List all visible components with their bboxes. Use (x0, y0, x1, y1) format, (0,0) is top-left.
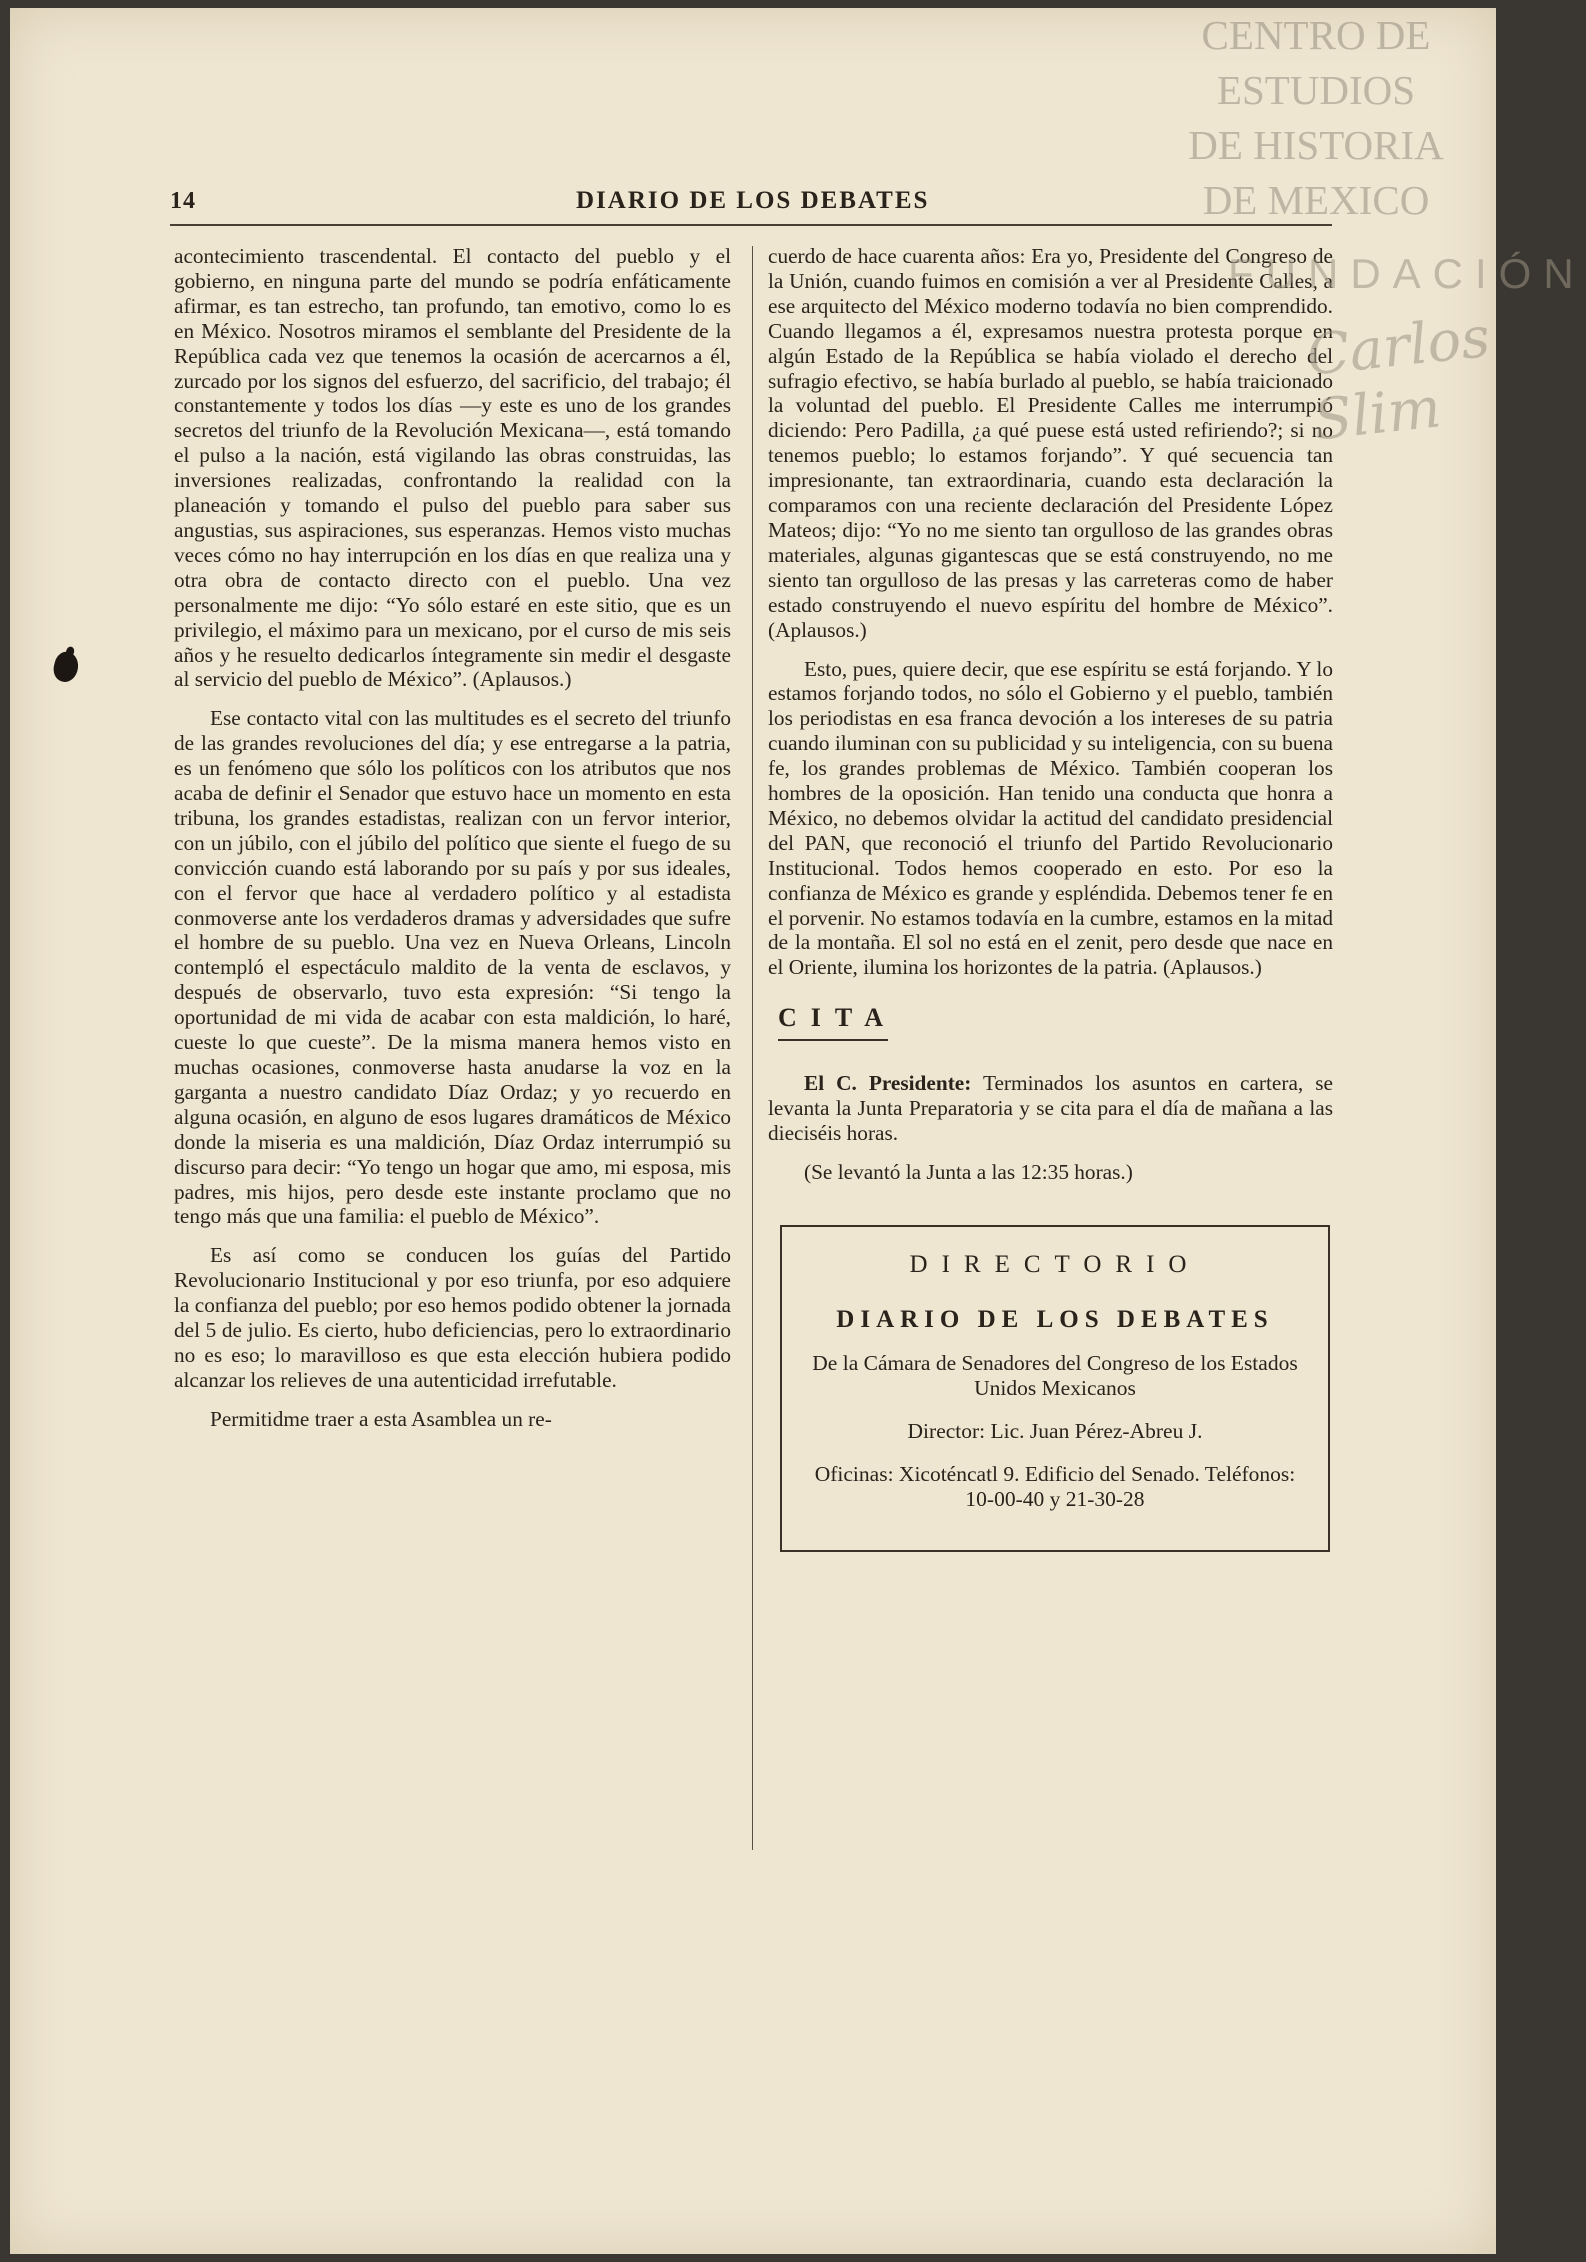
publication-subtitle: De la Cámara de Senadores del Congreso de los Estados Unidos Mexicanos (812, 1350, 1298, 1400)
left-column (174, 244, 731, 1446)
speech-text: Terminados los asuntos en cartera, se levanta la Junta Preparatoria y se cita para el día de mañana a las dieciséis horas. (768, 1071, 1333, 1145)
offices-line: Oficinas: Xicoténcatl 9. Edificio del Senado. Teléfonos: 10-00-40 y 21-30-28 (814, 1461, 1296, 1511)
watermark-line: CENTRO DE (1201, 12, 1431, 58)
left-paragraph: acontecimiento trascendental. El contacto del pueblo y el gobierno, en ninguna parte del mundo se podría enfáticamente afirmar, es tan estrecho, tan profundo, tan emotivo, como lo es en México. Nosotros miramos el semblante del Presidente de la República cada vez que tenemos la ocasión de acercarnos a él, zurcado por los signos del esfuerzo, del sacrificio, del trabajo; él constantemente y todos los días —y este es uno de los grandes secretos del triunfo de la Revolución Mexicana—, está tomando el pulso a la nación, está vigilando las obras construidas, las inversiones realizadas, confrontando la realidad con la planeación y tomando el pulso del pueblo para saber sus angustias, sus aspiraciones, sus esperanzas. Hemos visto muchas veces cómo no hay interrupción en los días en que realiza una y otra obra de contacto directo con el pueblo. Una vez personalmente me dijo: “Yo sólo estaré en este sitio, que es un privilegio, el máximo para un mexicano, por el curso de mis seis años y he resuelto dedicarlos íntegramente sin medir el desgaste al servicio del pueblo de México”. (Aplausos.) (174, 244, 731, 692)
right-paragraph: cuerdo de hace cuarenta años: Era yo, Presidente del Congreso de la Unión, cuando fuimos en comisión a ver al Presidente Calles, a ese arquitecto del México moderno todavía no bien comprendido. Cuando llegamos a él, expresamos nuestra protesta porque en algún Estado de la República se había violado el derecho del sufragio efectivo, se había burlado al pueblo, se había traicionado la voluntad del pueblo. El Presidente Calles me interrumpió diciendo: Pero Padilla, ¿a qué puese está usted refiriendo?; si no tenemos pueblo; lo estamos forjando”. Y qué secuencia tan impresionante, tan extraordinaria, cuando esta declaración la comparamos con una reciente declaración del Presidente López Mateos; dijo: “Yo no me siento tan orgulloso de las grandes obras materiales, algunas gigantescas que se está construyendo, no me siento tan orgulloso de las presas y las carreteras como de haber estado construyendo el nuevo espíritu del hombre de México”. (Aplausos.) (768, 244, 1333, 642)
director-line: Director: Lic. Juan Pérez-Abreu J. (907, 1418, 1203, 1443)
running-head: DIARIO DE LOS DEBATES (576, 187, 930, 214)
section-rule (778, 1039, 888, 1041)
left-paragraph: Ese contacto vital con las multitudes es el secreto del triunfo de las grandes revoluciones del día; y ese entregarse a la patria, es un fenómeno que sólo los políticos con los atributos que nos acaba de definir el Senador que estuvo hace un momento en esta tribuna, los grandes estadistas, realizan con un fervor interior, con un júbilo, con el júbilo del político que siente el fuego de su convicción cuando está laborando por su país y por sus ideales, con el fervor que hace al verdadero político y al estadista conmoverse ante los verdaderos dramas y adversidades que sufre el hombre de su pueblo. Una vez en Nueva Orleans, Lincoln contempló el espectáculo maldito de la venta de esclavos, y después de observarlo, tuvo esta expresión: “Si tengo la oportunidad de mi vida de acabar con esta maldición, lo haré, cueste lo que cueste”. De la misma manera hemos visto en muchas ocasiones, conmoverse hasta anudarse la voz en la garganta a nuestro candidato Díaz Ordaz; y yo recuerdo en alguna ocasión, en alguno de esos lugares dramáticos de México donde la miseria es una maldición, Díaz Ordaz interrumpió su discurso para decir: “Yo tengo un hogar que amo, mi esposa, mis padres, mis hijos, pero desde este instante proclamo que no tengo más que una familia: el pueblo de México”. (174, 706, 731, 1229)
right-paragraph: Esto, pues, quiere decir, que ese espíritu se está forjando. Y lo estamos forjando todos, no sólo el Gobierno y el pueblo, también los periodistas en esa franca devoción a los intereses de su patria cuando iluminan con su publicidad y su inteligencia, con su buena fe, los grandes problemas de México. También cooperan los hombres de la oposición. Han tenido una conducta que honra a México, no debemos olvidar la actitud del candidato presidencial del PAN, que reconoció el triunfo del Partido Revolucionario Institucional. Todos hemos cooperado en esto. Por eso la confianza de México es grande y espléndida. Debemos tener fe en el porvenir. No estamos todavía en la cumbre, estamos en la mitad de la montaña. El sol no está en el zenit, pero desde que nace en el Oriente, ilumina los horizontes de la patria. (Aplausos.) (768, 656, 1333, 980)
page-number: 14 (170, 188, 196, 214)
watermark-line: DE HISTORIA (1188, 122, 1444, 168)
right-column (768, 244, 1333, 1552)
section-title-cita: CITA (778, 1003, 898, 1033)
presidente-statement (768, 1071, 1333, 1146)
foundation-watermark: FUNDACIÓN (1228, 250, 1586, 297)
ink-blot-mark (51, 649, 82, 684)
watermark-line: ESTUDIOS (1216, 67, 1416, 113)
left-paragraph: Es así como se conducen los guías del Partido Revolucionario Institucional y por eso triunfa, por eso adquiere la confianza del pueblo; por eso hemos podido obtener la jornada del 5 de julio. Es cierto, hubo deficiencias, pero lo extraordinario no es eso; lo maravilloso es que esta elección hubiera podido alcanzar los relieves de una autenticidad irrefutable. (174, 1243, 731, 1392)
directory-box (780, 1225, 1330, 1552)
archive-watermark (1166, 8, 1466, 228)
column-divider (752, 246, 753, 1850)
closing-note: (Se levantó la Junta a las 12:35 horas.) (804, 1159, 1133, 1184)
watermark-line: DE MEXICO (1202, 177, 1430, 223)
header-rule (170, 224, 1332, 226)
directory-title: DIRECTORIO (909, 1250, 1201, 1278)
speaker-label: El C. Presidente: (804, 1071, 972, 1096)
publication-name: DIARIO DE LOS DEBATES (836, 1305, 1274, 1333)
signature-watermark: Carlos Slim (1303, 304, 1493, 454)
newspaper-page (10, 8, 1586, 2254)
left-paragraph: Permitidme traer a esta Asamblea un re- (210, 1406, 552, 1431)
